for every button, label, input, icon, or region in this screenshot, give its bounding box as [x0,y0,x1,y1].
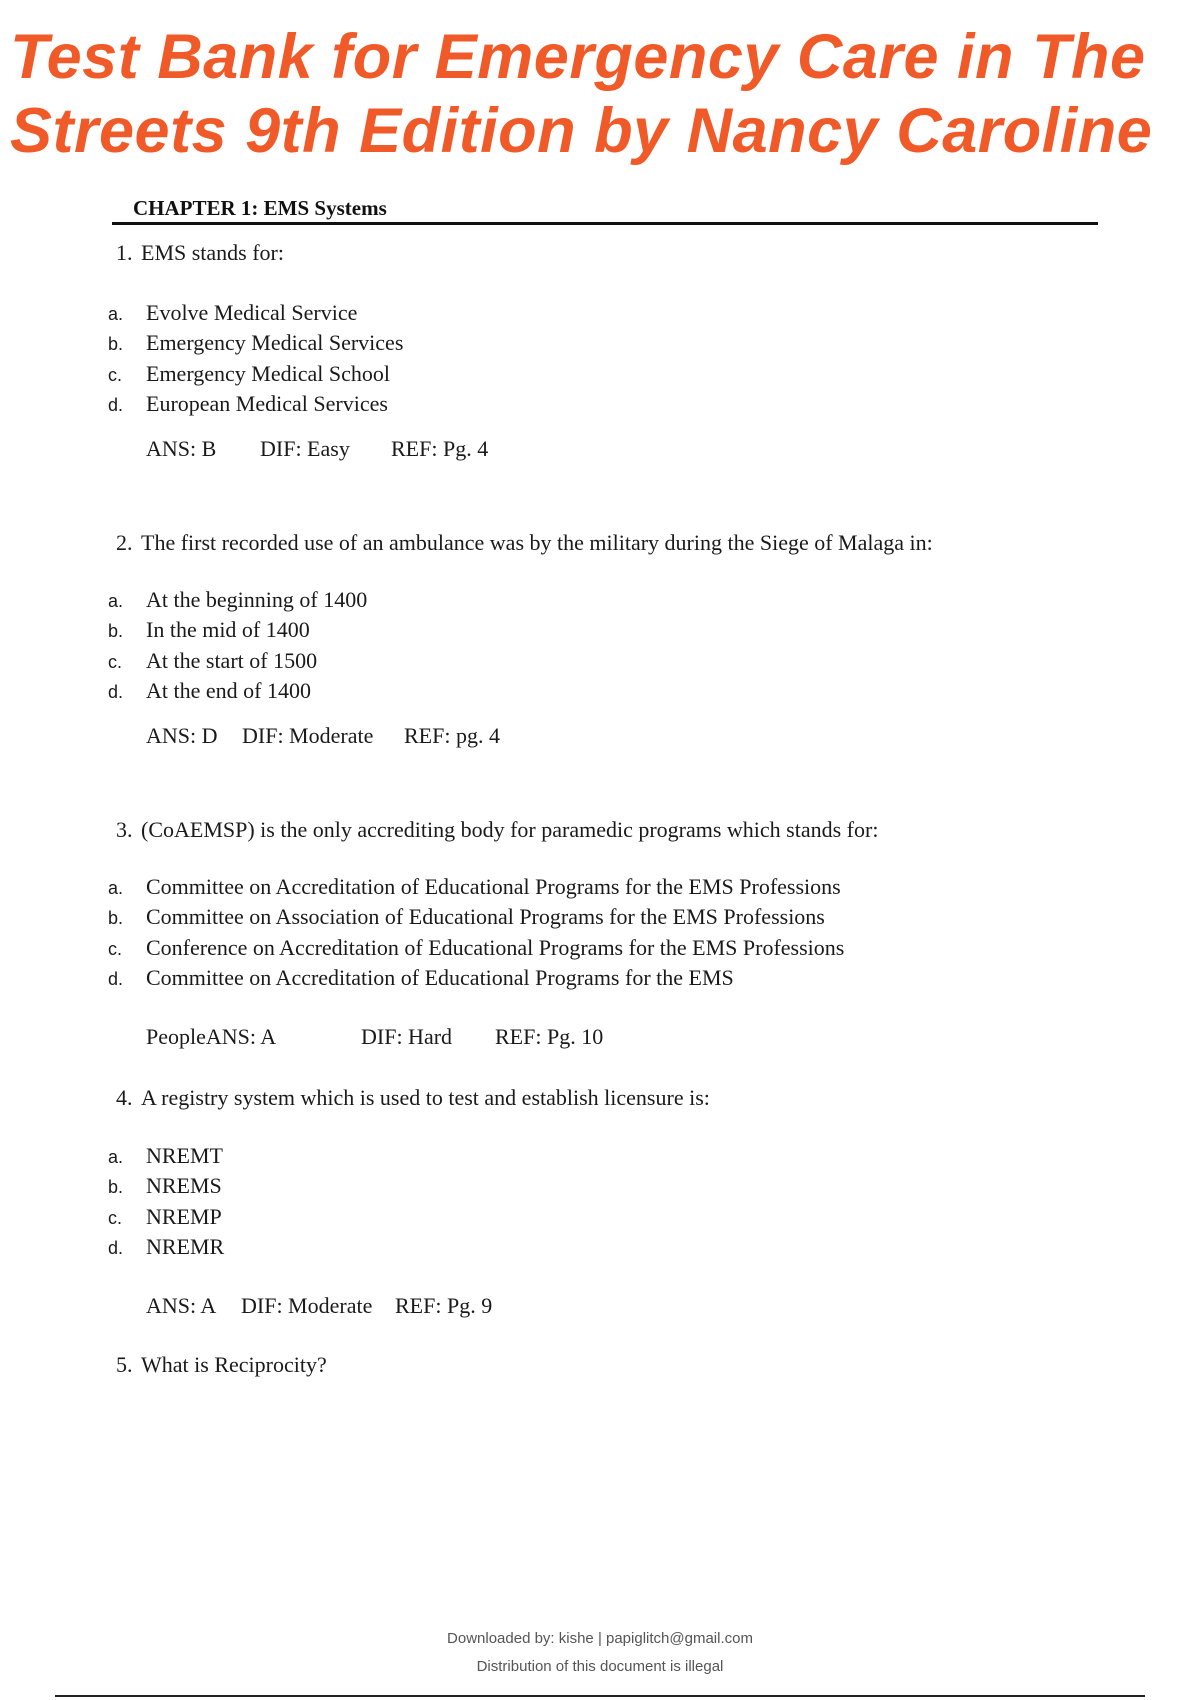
question-4-options [108,1141,224,1262]
difficulty: DIF: Hard [361,1024,453,1049]
option-b: b. Committee on Association of Educational Programs for the EMS Professions [108,904,825,930]
footer-divider [55,1695,1145,1697]
question-text: (CoAEMSP) is the only accrediting body for paramedic programs which stands for: [141,817,879,842]
answer: PeopleANS: A [146,1024,277,1049]
difficulty: DIF: Easy [260,436,350,461]
option-b: b. Emergency Medical Services [108,330,404,356]
option-d: d. At the end of 1400 [108,677,311,703]
question-number: 1. [116,240,133,265]
chapter-divider [112,222,1098,225]
option-a: a. Committee on Accreditation of Educational Programs for the EMS Professions [108,874,841,899]
question-number: 3. [116,817,133,842]
option-b: b. In the mid of 1400 [108,617,310,643]
answer: ANS: B [146,436,217,461]
question-1 [116,240,284,266]
answer-line-1 [146,436,488,462]
download-notice: Downloaded by: kishe | papiglitch@gmail.com [447,1630,753,1647]
answer-line-3 [146,1024,603,1050]
option-a: a. At the beginning of 1400 [108,587,368,612]
reference: REF: Pg. 10 [495,1024,604,1049]
answer: ANS: D [146,723,218,748]
option-c: c. At the start of 1500 [108,647,318,673]
reference: REF: Pg. 9 [395,1293,493,1318]
answer: ANS: A [146,1293,217,1318]
question-text: The first recorded use of an ambulance was by the military during the Siege of Malaga in: [141,530,933,555]
difficulty: DIF: Moderate [242,723,374,748]
document-title [10,20,1190,168]
question-2-options [108,585,367,706]
answer-line-4 [146,1293,492,1319]
question-4 [116,1085,710,1111]
option-d: d. European Medical Services [108,390,388,416]
title-line-1: Test Bank for Emergency Care in The [10,22,1146,92]
distribution-notice: Distribution of this document is illegal [476,1658,724,1675]
question-number: 5. [116,1352,133,1377]
reference: REF: Pg. 4 [391,436,489,461]
question-3-options [108,872,844,993]
option-c: c. Conference on Accreditation of Educational Programs for the EMS Professions [108,934,845,960]
option-d: d. NREMR [108,1233,225,1259]
question-text: A registry system which is used to test and establish licensure is: [141,1085,710,1110]
option-a: a. Evolve Medical Service [108,300,358,325]
question-5 [116,1352,327,1378]
option-a: a. NREMT [108,1143,223,1168]
question-number: 2. [116,530,133,555]
title-line-2: Streets 9th Edition by Nancy Caroline [10,96,1153,166]
question-1-options [108,298,403,419]
reference: REF: pg. 4 [404,723,500,748]
option-d: d. Committee on Accreditation of Educational Programs for the EMS [108,964,734,990]
answer-line-2 [146,723,500,749]
option-c: c. Emergency Medical School [108,360,390,386]
option-b: b. NREMS [108,1173,222,1199]
question-2 [116,530,933,556]
question-number: 4. [116,1085,133,1110]
question-3 [116,817,878,843]
option-c: c. NREMP [108,1203,222,1229]
question-text: EMS stands for: [141,240,284,265]
difficulty: DIF: Moderate [241,1293,373,1318]
question-text: What is Reciprocity? [141,1352,327,1377]
chapter-heading: CHAPTER 1: EMS Systems [133,196,387,220]
